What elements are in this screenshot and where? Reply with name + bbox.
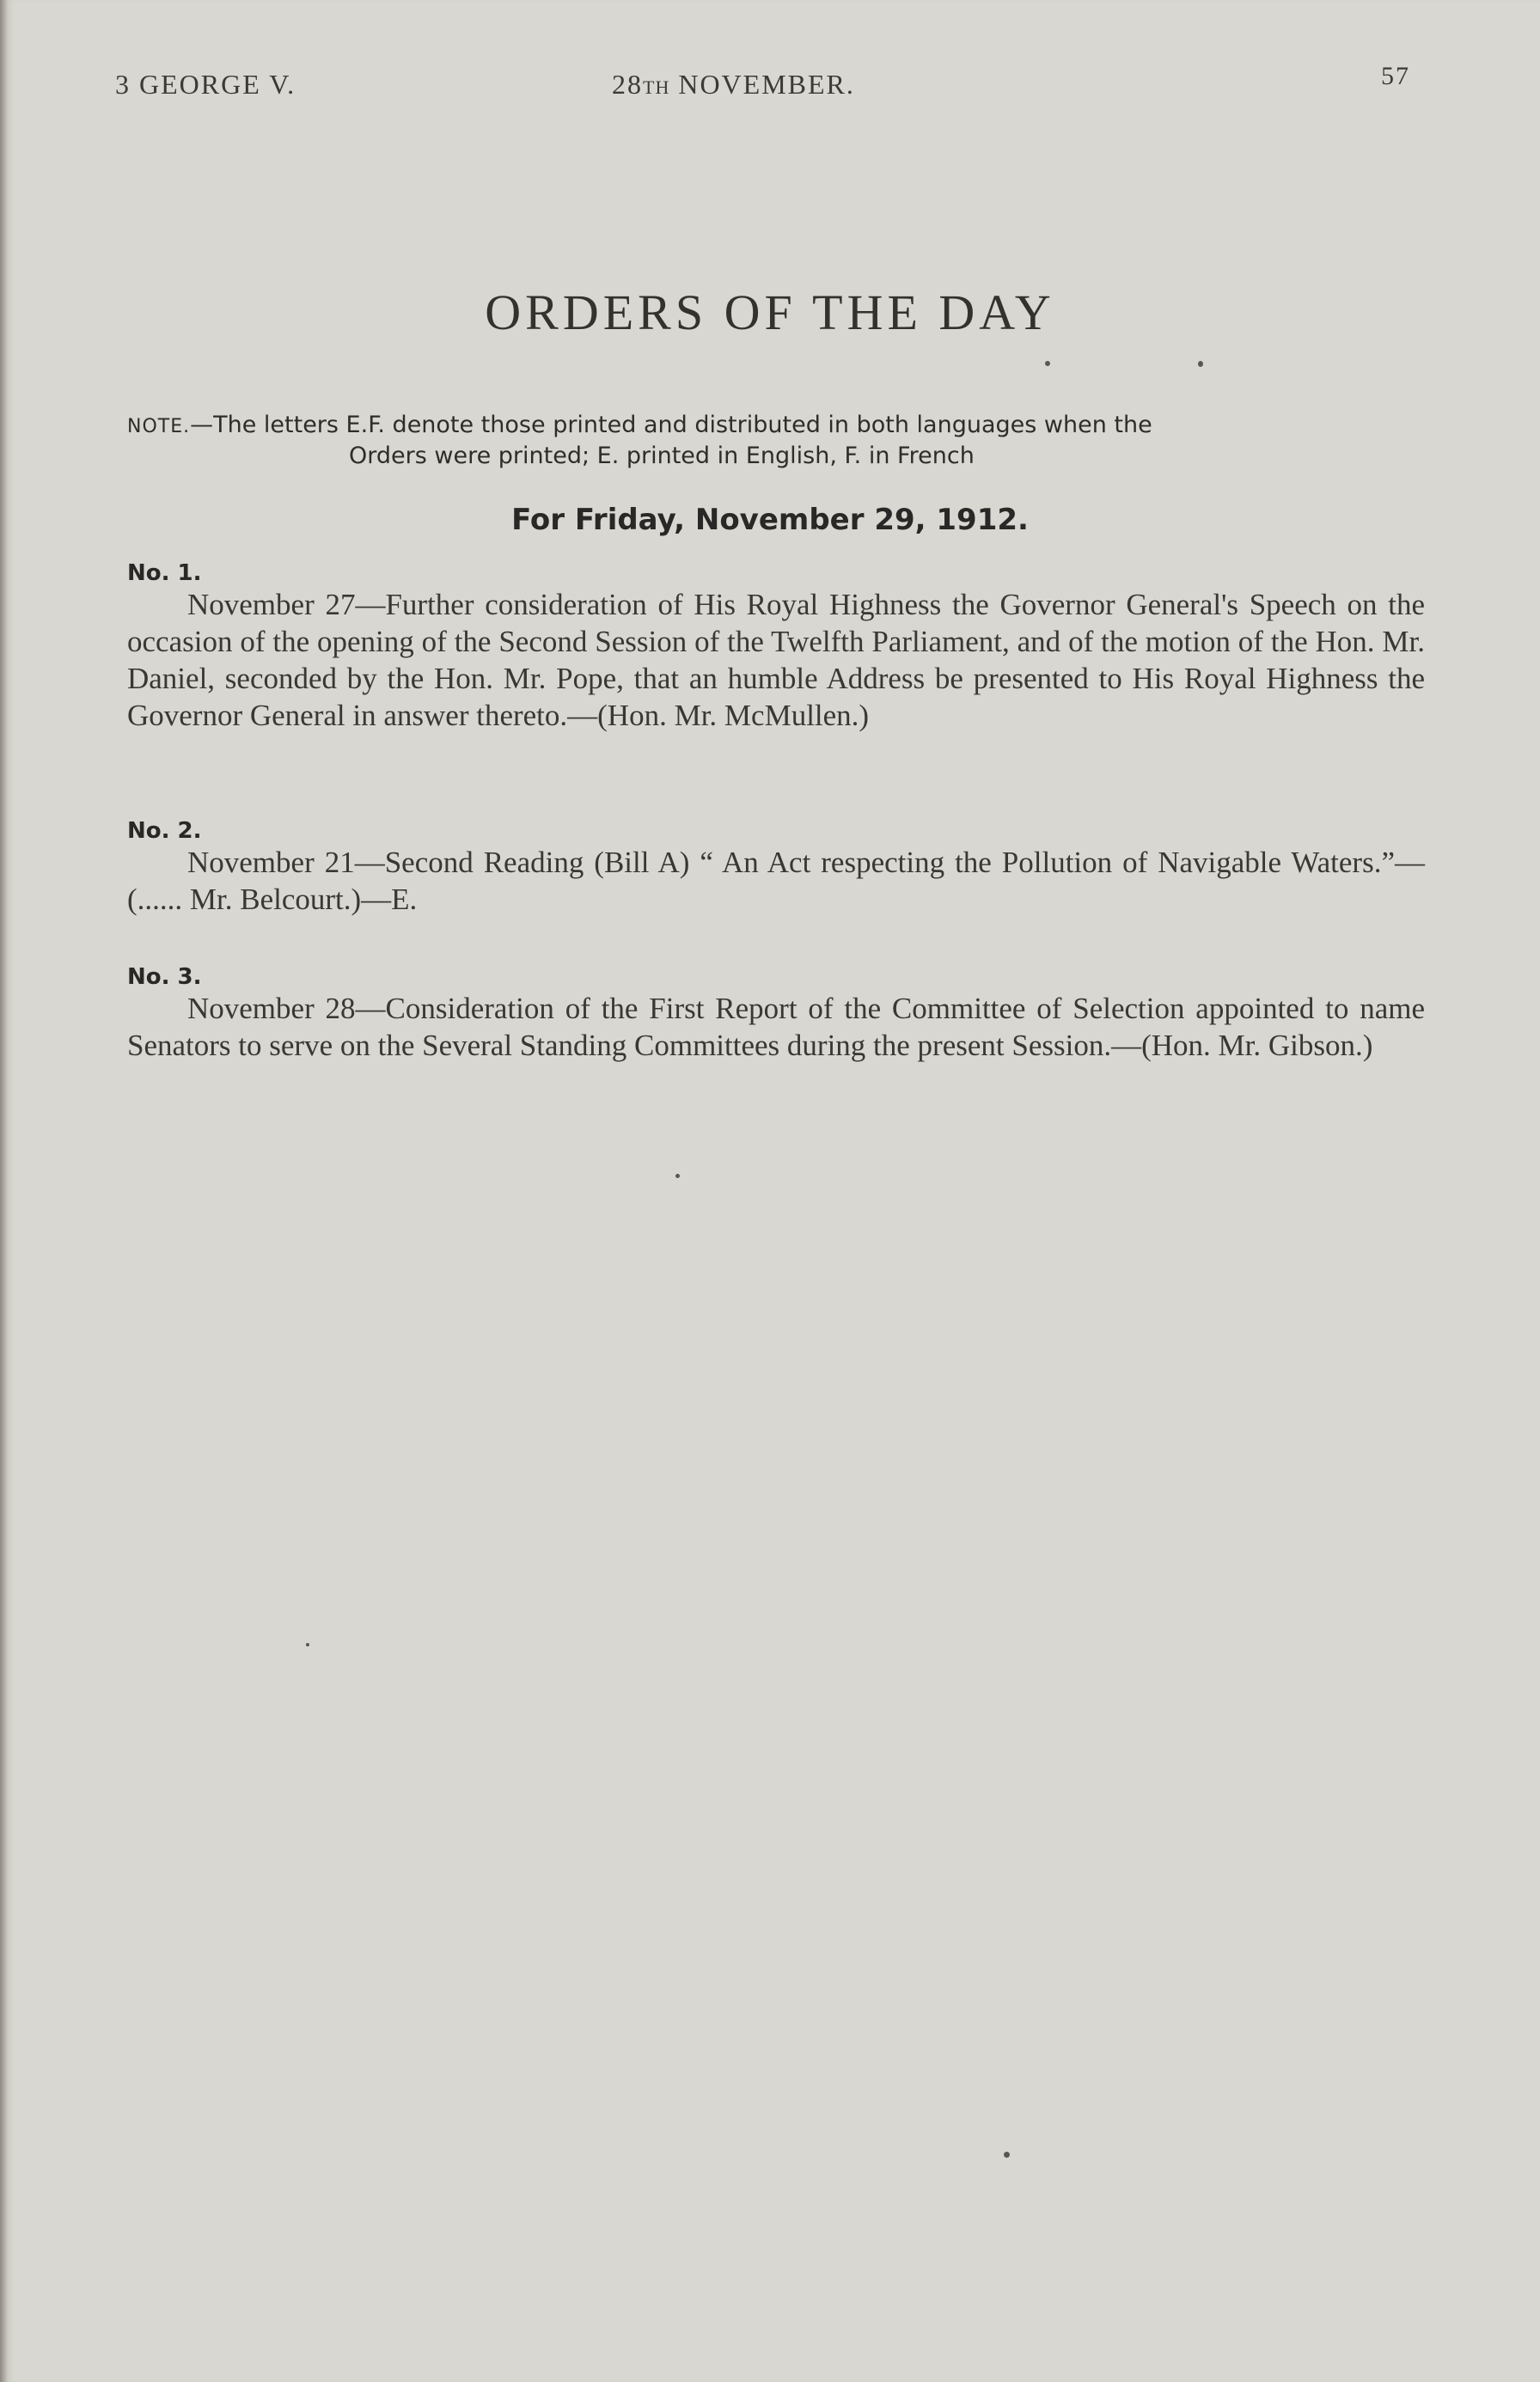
paper-speck: [1004, 2152, 1010, 2158]
order-item: [127, 964, 1425, 1064]
order-text: November 21—Second Reading (Bill A) “ An Act respecting the Pollution of Navigable Waters.”—(...... Mr. Belcourt.)—E.: [127, 846, 1425, 916]
running-head-left: 3 GEORGE V.: [115, 69, 296, 100]
running-head-day-suffix: TH: [643, 76, 670, 98]
page-number: 57: [1381, 62, 1410, 90]
paper-speck: [1045, 361, 1050, 366]
running-head-center: [612, 69, 855, 101]
note-line-1: —The letters E.F. denote those printed and distributed in both languages when the: [190, 412, 1152, 438]
paper-speck: [1198, 361, 1203, 367]
sitting-date-heading: For Friday, November 29, 1912.: [511, 503, 1029, 537]
order-item: [127, 560, 1425, 734]
order-number: No. 3.: [127, 964, 202, 990]
note-label: NOTE.: [127, 416, 191, 437]
running-head-month: NOVEMBER.: [678, 69, 855, 100]
page-title: ORDERS OF THE DAY: [485, 284, 1055, 340]
order-text: November 28—Consideration of the First Report of the Committee of Selection appointed to name Senators to serve on the Several Standing Committees during the present Session.—(Hon. Mr. Gibson.): [127, 992, 1425, 1062]
running-head-day: 28: [612, 69, 643, 100]
order-text: November 27—Further consideration of His Royal Highness the Governor General's Speech on the occasion of the opening of the Second Session of the Twelfth Parliament, and of the motion of the Hon. Mr. Daniel, seconded by the Hon. Mr. Pope, that an humble Address be presented to His Royal Highness the Governor General in answer thereto.—(Hon. Mr. McMullen.): [127, 588, 1425, 732]
paper-speck: [306, 1643, 309, 1646]
paper-speck: [675, 1174, 680, 1178]
order-number: No. 2.: [127, 818, 202, 844]
binding-edge: [0, 0, 9, 2382]
note-line-2: Orders were printed; E. printed in English, F. in French: [349, 443, 975, 469]
order-number: No. 1.: [127, 560, 202, 586]
note-paragraph: [127, 411, 1425, 471]
order-item: [127, 818, 1425, 918]
